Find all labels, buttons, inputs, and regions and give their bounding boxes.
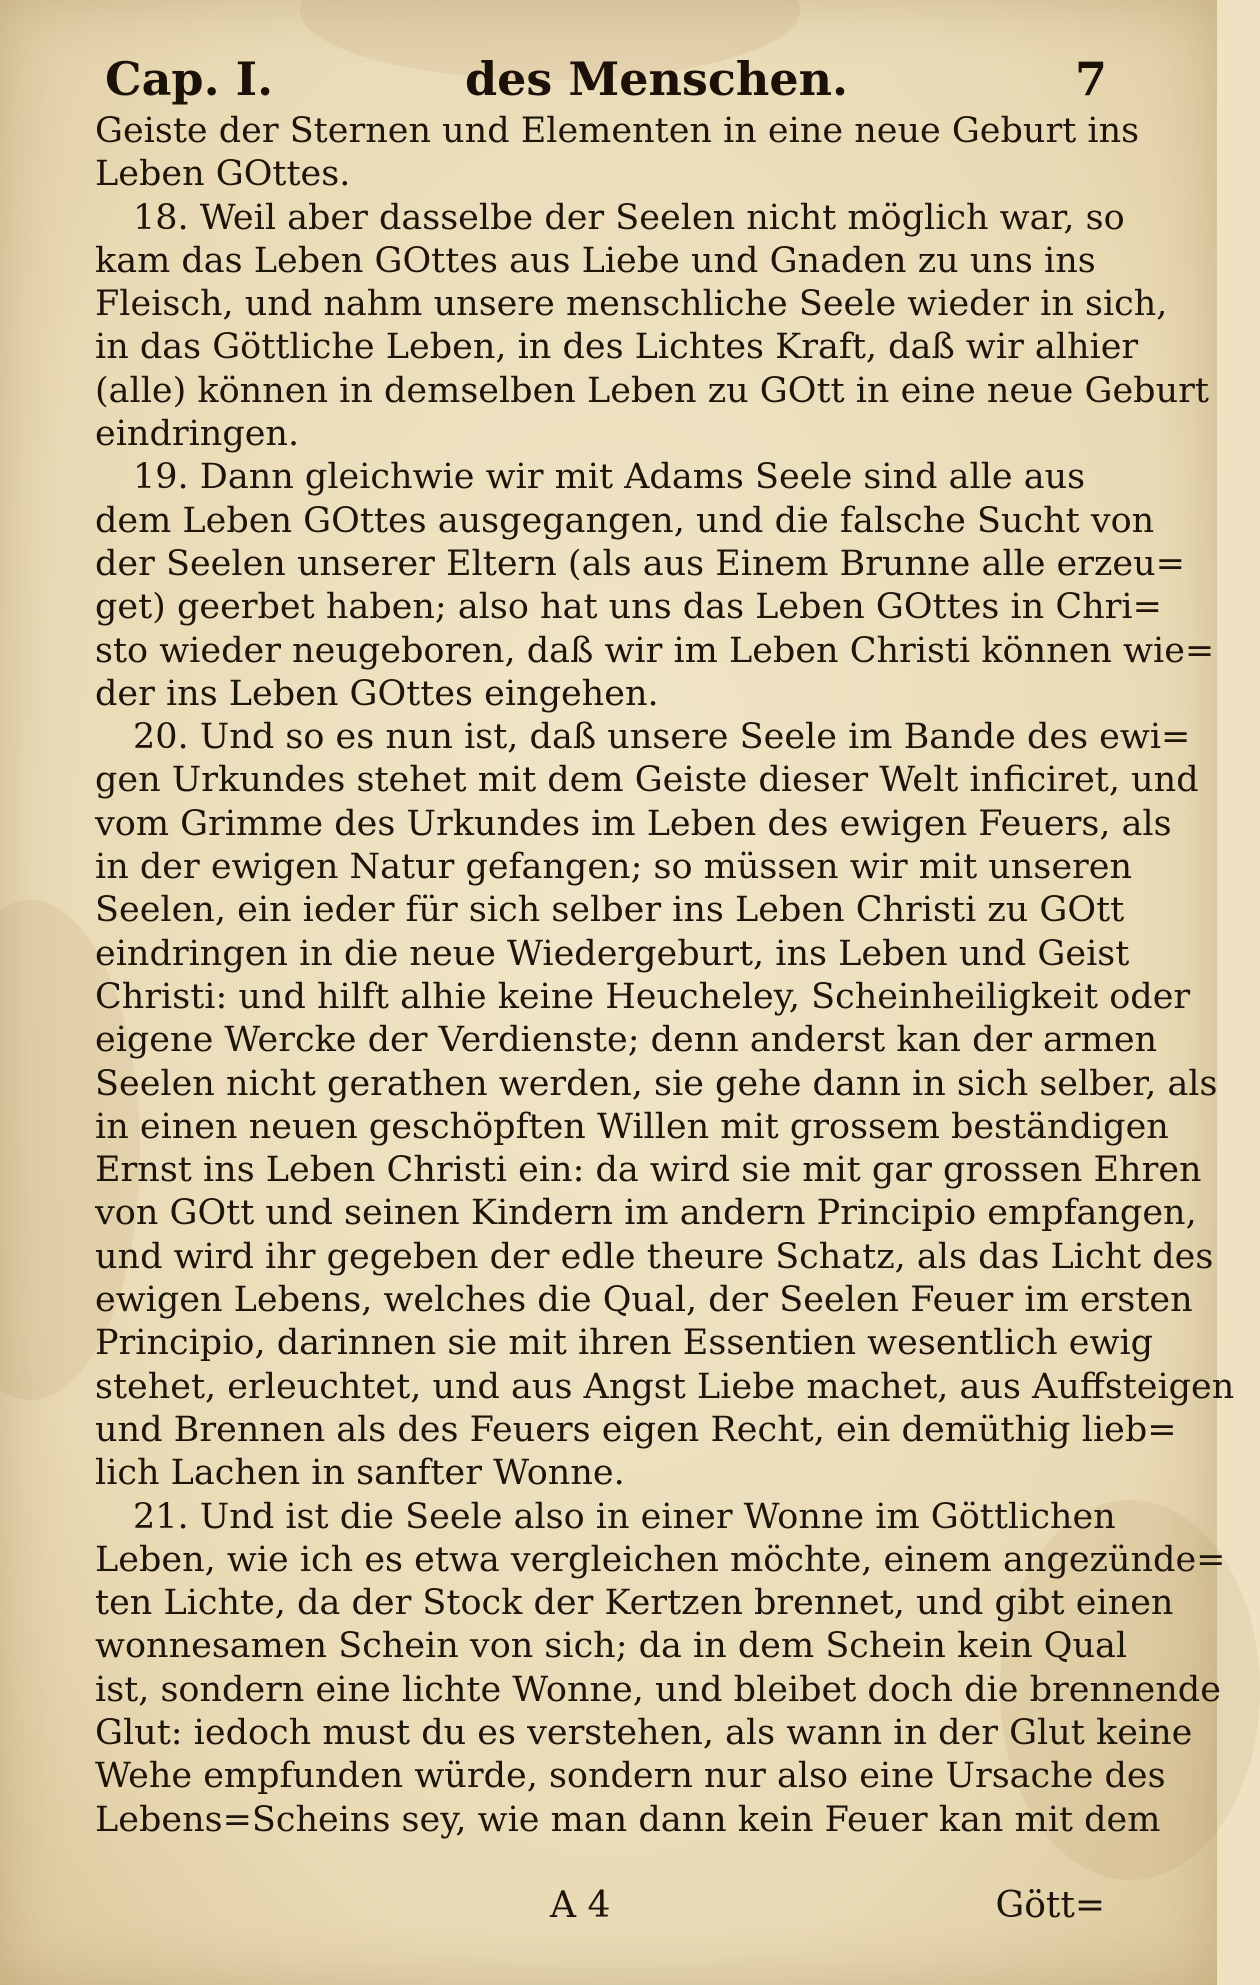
- text-line: Principio, darinnen sie mit ihren Essentien wesentlich ewig: [95, 1323, 1154, 1364]
- text-line: eindringen.: [95, 414, 300, 455]
- text-line: Wehe empfunden würde, sondern nur also eine Ursache des: [95, 1756, 1166, 1797]
- text-line: kam das Leben GOttes aus Liebe und Gnaden zu uns ins: [95, 240, 1096, 281]
- text-line: get) geerbet haben; also hat uns das Leben GOttes in Chri=: [95, 587, 1162, 628]
- text-line: ten Lichte, da der Stock der Kertzen brennet, und gibt einen: [95, 1583, 1174, 1624]
- text-line: 19. Dann gleichwie wir mit Adams Seele sind alle aus: [133, 457, 1086, 498]
- text-line: Ernst ins Leben Christi ein: da wird sie mit gar grossen Ehren: [95, 1150, 1202, 1191]
- text-line: vom Grimme des Urkundes im Leben des ewigen Feuers, als: [95, 803, 1172, 844]
- text-line: 18. Weil aber dasselbe der Seelen nicht möglich war, so: [133, 197, 1125, 238]
- body-text: [95, 110, 1235, 1842]
- text-line: und Brennen als des Feuers eigen Recht, ein demüthig lieb=: [95, 1409, 1177, 1450]
- text-line: wonnesamen Schein von sich; da in dem Schein kein Qual: [95, 1626, 1128, 1667]
- text-line: gen Urkundes stehet mit dem Geiste dieser Welt inficiret, und: [95, 760, 1199, 801]
- text-line: der ins Leben GOttes eingehen.: [95, 673, 659, 714]
- text-line: von GOtt und seinen Kindern im andern Principio empfangen,: [95, 1193, 1197, 1234]
- text-line: (alle) können in demselben Leben zu GOtt in eine neue Geburt: [95, 370, 1209, 411]
- chapter-label: Cap. I.: [105, 52, 274, 106]
- text-line: Leben GOttes.: [95, 154, 351, 195]
- text-line: in das Göttliche Leben, in des Lichtes Kraft, daß wir alhier: [95, 327, 1139, 368]
- text-line: ist, sondern eine lichte Wonne, und bleibet doch die brennende: [95, 1669, 1221, 1710]
- running-title: des Menschen.: [465, 52, 849, 106]
- text-line: eigene Wercke der Verdienste; denn anderst kan der armen: [95, 1020, 1158, 1061]
- signature-mark: A 4: [550, 1885, 611, 1926]
- catchword: Gött=: [995, 1885, 1105, 1926]
- running-header: [105, 52, 1107, 116]
- text-line: Seelen nicht gerathen werden, sie gehe dann in sich selber, als: [95, 1063, 1218, 1104]
- text-line: sto wieder neugeboren, daß wir im Leben Christi können wie=: [95, 630, 1215, 671]
- text-line: eindringen in die neue Wiedergeburt, ins Leben und Geist: [95, 933, 1130, 974]
- text-line: Geiste der Sternen und Elementen in eine neue Geburt ins: [95, 111, 1140, 151]
- text-line: Glut: iedoch must du es verstehen, als wann in der Glut keine: [95, 1712, 1193, 1753]
- text-line: Lebens=Scheins sey, wie man dann kein Feuer kan mit dem: [95, 1799, 1161, 1840]
- text-line: Fleisch, und nahm unsere menschliche Seele wieder in sich,: [95, 284, 1168, 325]
- text-line: dem Leben GOttes ausgegangen, und die falsche Sucht von: [95, 500, 1155, 541]
- text-line: lich Lachen in sanfter Wonne.: [95, 1453, 625, 1494]
- text-line: 21. Und ist die Seele also in einer Wonne im Göttlichen: [133, 1496, 1116, 1537]
- text-line: ewigen Lebens, welches die Qual, der Seelen Feuer im ersten: [95, 1280, 1193, 1321]
- text-line: und wird ihr gegeben der edle theure Schatz, als das Licht des: [95, 1236, 1214, 1277]
- text-line: in einen neuen geschöpften Willen mit grossem beständigen: [95, 1106, 1169, 1147]
- text-line: in der ewigen Natur gefangen; so müssen wir mit unseren: [95, 847, 1133, 888]
- page-footer: [95, 1885, 1105, 1935]
- text-line: Seelen, ein ieder für sich selber ins Leben Christi zu GOtt: [95, 890, 1125, 931]
- text-line: der Seelen unserer Eltern (als aus Einem Brunne alle erzeu=: [95, 543, 1186, 584]
- text-line: stehet, erleuchtet, und aus Angst Liebe machet, aus Auffsteigen: [95, 1366, 1235, 1407]
- text-line: Leben, wie ich es etwa vergleichen möchte, einem angezünde=: [95, 1539, 1226, 1580]
- text-line: Christi: und hilft alhie keine Heucheley, Scheinheiligkeit oder: [95, 976, 1191, 1017]
- text-line: 20. Und so es nun ist, daß unsere Seele im Bande des ewi=: [133, 717, 1191, 758]
- page-number: 7: [1074, 52, 1107, 106]
